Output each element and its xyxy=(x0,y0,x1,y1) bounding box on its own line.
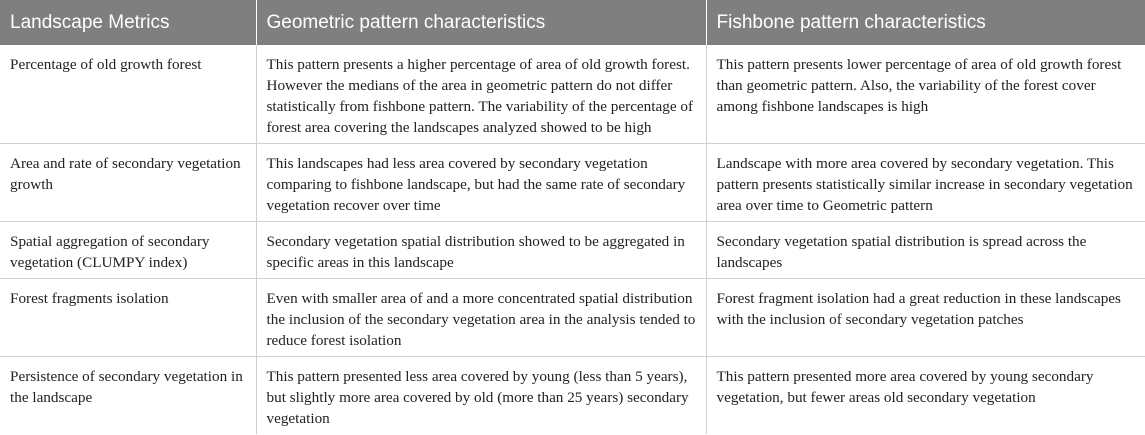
fishbone-cell: Landscape with more area covered by secondary vegetation. This pattern presents statistically similar increase in secondary vegetation area over time to Geometric pattern xyxy=(706,144,1145,222)
header-fishbone-pattern: Fishbone pattern characteristics xyxy=(706,0,1145,45)
table-row xyxy=(0,144,1145,222)
fishbone-cell: This pattern presented more area covered by young secondary vegetation, but fewer areas old secondary vegetation xyxy=(716,368,1094,406)
table-row xyxy=(0,357,1145,435)
fishbone-cell: Forest fragment isolation had a great reduction in these landscapes with the inclusion of secondary vegetation patches xyxy=(706,279,1145,357)
metric-cell: Persistence of secondary vegetation in the landscape xyxy=(0,357,256,435)
metric-cell: Spatial aggregation of secondary vegetation (CLUMPY index) xyxy=(0,222,256,279)
geometric-cell: Secondary vegetation spatial distribution showed to be aggregated in specific areas in this landscape xyxy=(256,222,706,279)
geometric-cell: This pattern presented less area covered by young (less than 5 years), but slightly more area covered by old (more than 25 years) secondary vegetation xyxy=(256,357,706,435)
metric-cell: Percentage of old growth forest xyxy=(0,45,256,144)
table-row xyxy=(0,222,1145,279)
table-row xyxy=(0,45,1145,144)
geometric-cell: This pattern presents a higher percentage of area of old growth forest. However the medians of the area in geometric pattern do not differ statistically from fishbone pattern. The variability of the percentage of forest area covering the landscapes analyzed showed to be high xyxy=(256,45,706,144)
table-header-row xyxy=(0,0,1145,45)
geometric-cell: This landscapes had less area covered by secondary vegetation comparing to fishbone landscape, but had the same rate of secondary vegetation recover over time xyxy=(256,144,706,222)
table-row xyxy=(0,279,1145,357)
metric-cell: Forest fragments isolation xyxy=(0,279,256,357)
fishbone-cell: This pattern presents lower percentage of area of old growth forest than geometric pattern. Also, the variability of the forest cover among fishbone landscapes is high xyxy=(706,45,1145,144)
header-landscape-metrics: Landscape Metrics xyxy=(0,0,256,45)
metric-cell: Area and rate of secondary vegetation growth xyxy=(0,144,256,222)
geometric-cell: Even with smaller area of and a more concentrated spatial distribution the inclusion of the secondary vegetation area in the analysis tended to reduce forest isolation xyxy=(256,279,706,357)
header-geometric-pattern: Geometric pattern characteristics xyxy=(256,0,706,45)
fishbone-cell: Secondary vegetation spatial distribution is spread across the landscapes xyxy=(706,222,1145,279)
